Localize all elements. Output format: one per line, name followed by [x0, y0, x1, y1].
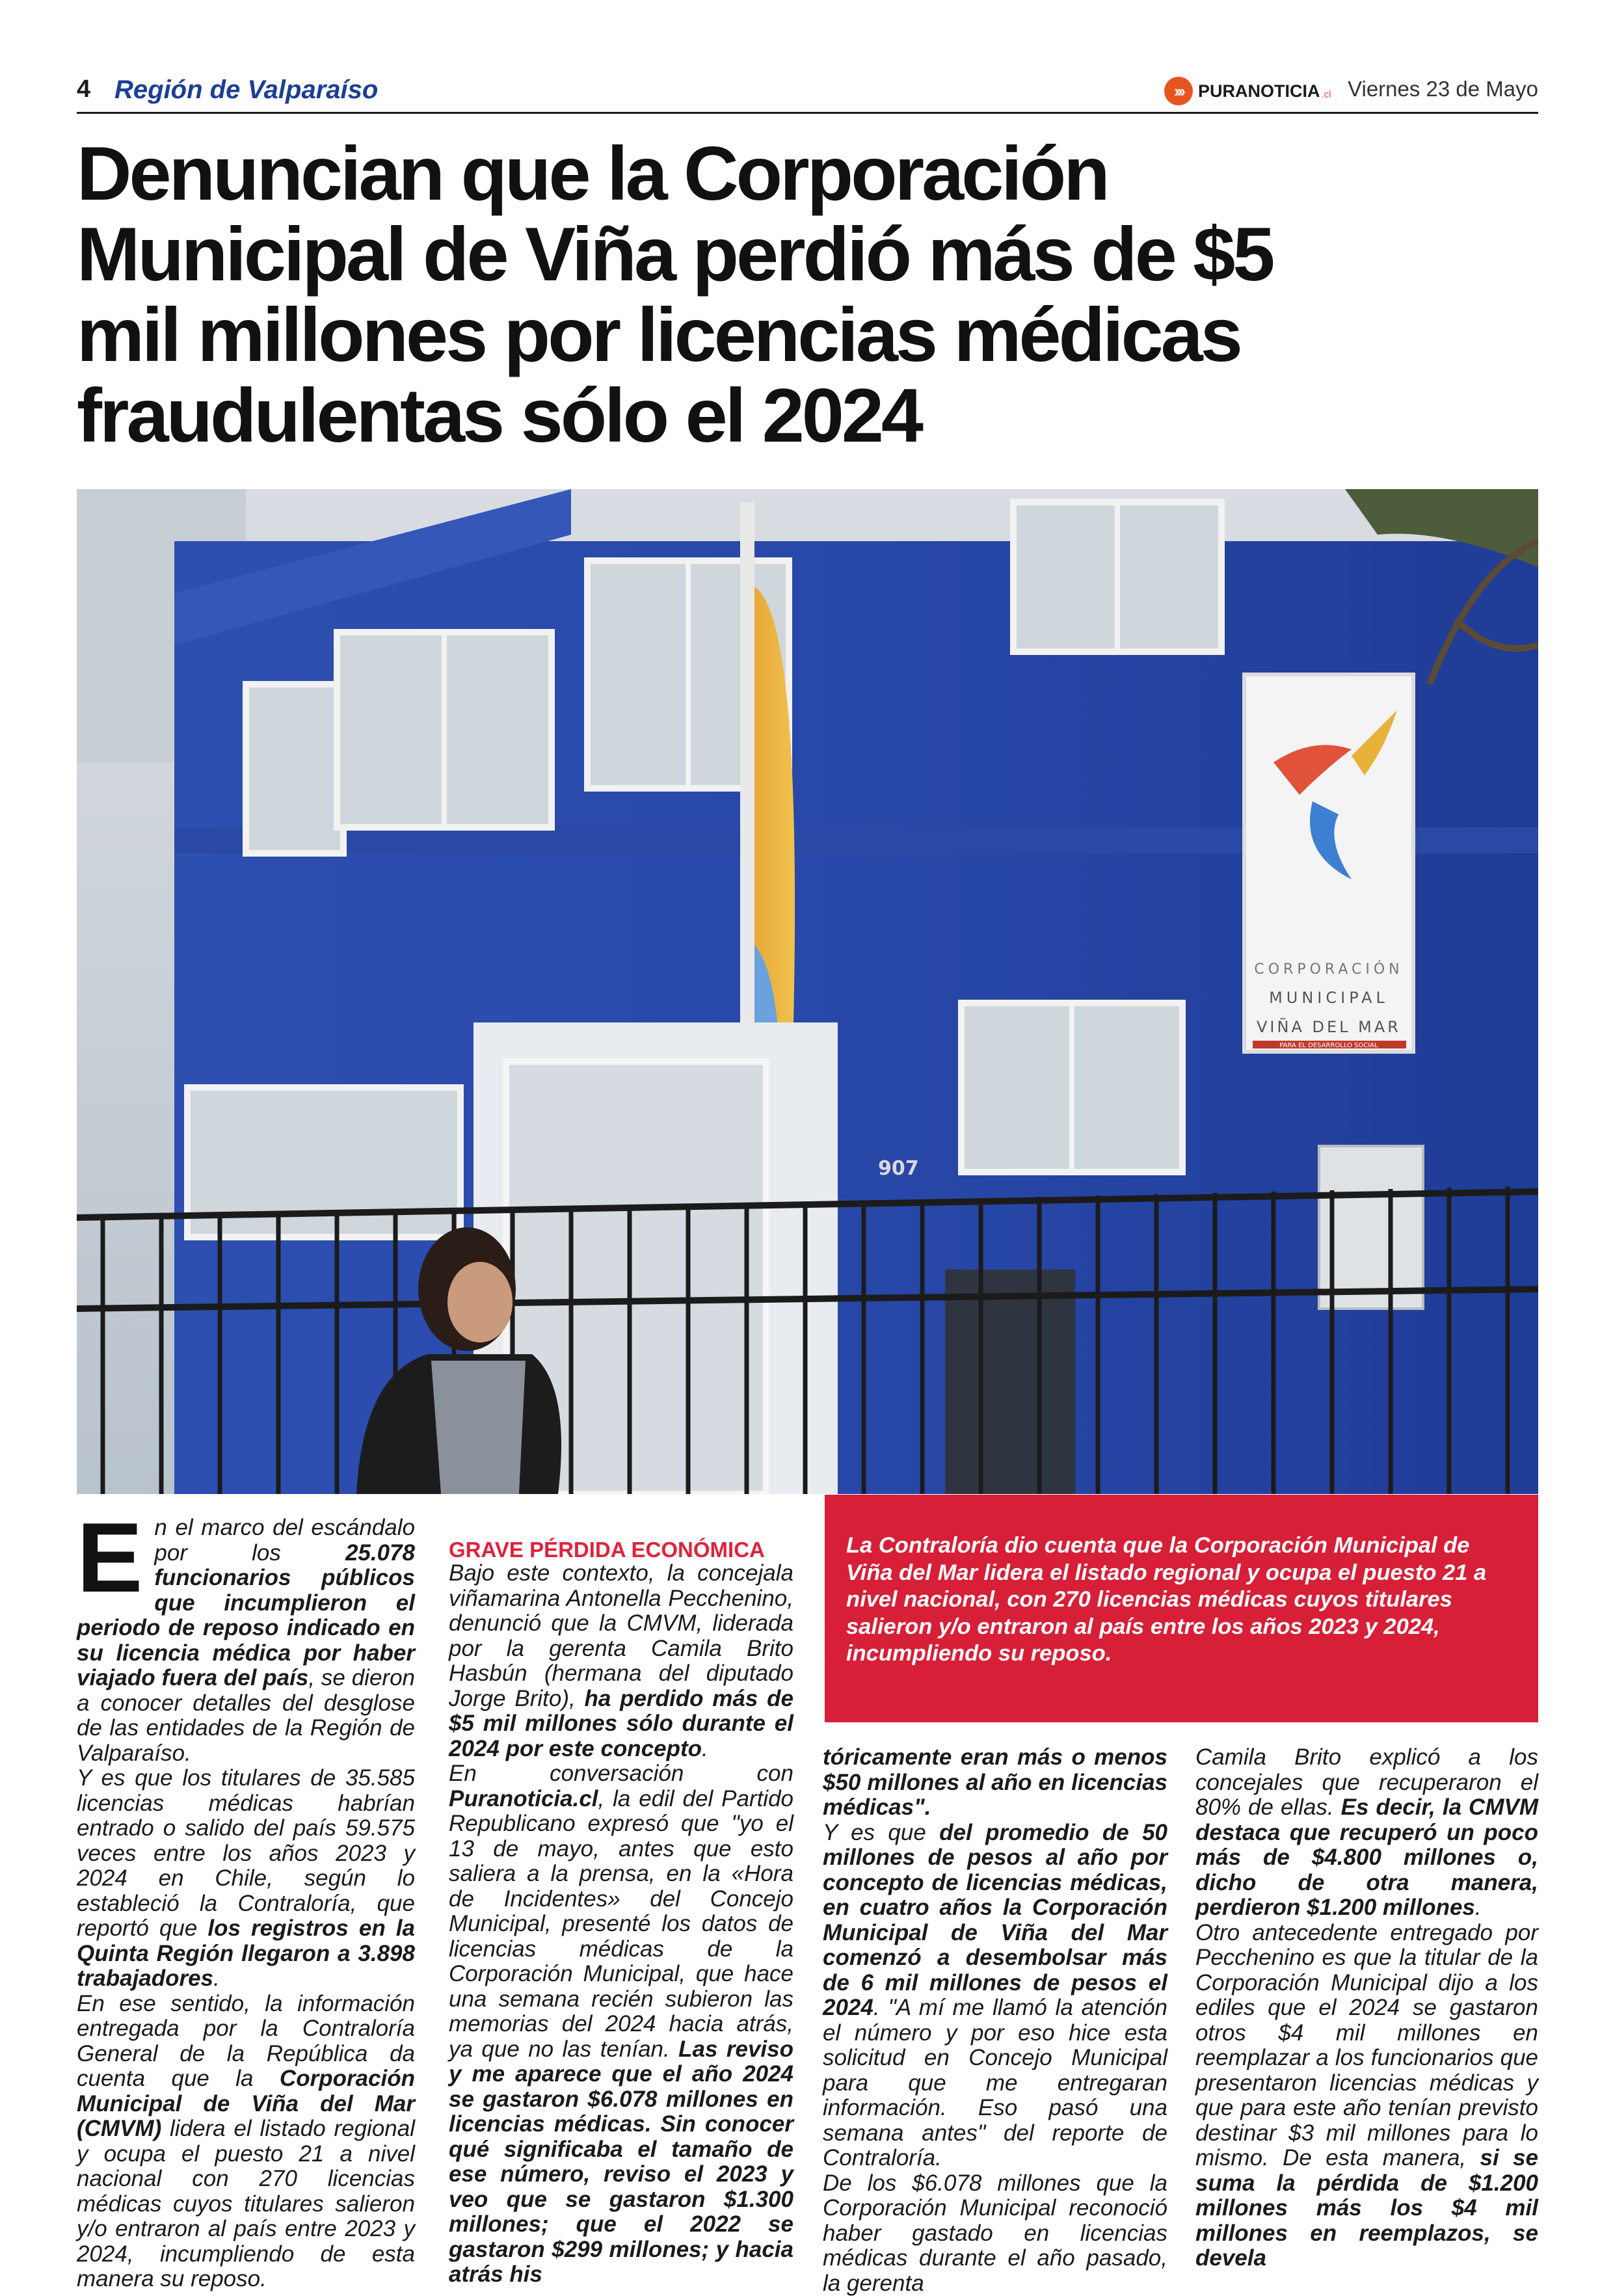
paragraph: [823, 1821, 1167, 2171]
paragraph: [823, 1745, 1167, 1821]
issue-date: Viernes 23 de Mayo: [1348, 77, 1538, 101]
headline-line: Denuncian que la Corporación: [77, 133, 1534, 214]
paragraph: [1195, 1921, 1538, 2271]
text-run: lidera el listado regional y ocupa el puesto 21 a nivel nacional con 270 licencias médicas cuyos titulares salieron y/o entraron al país entre 2023 y 2024, incumpliendo de esta manera su reposo.: [77, 2116, 415, 2291]
sign-line-4: PARA EL DESARROLLO SOCIAL: [1279, 1042, 1378, 1049]
chevrons-icon: ›››: [1164, 77, 1193, 105]
article-photo: [77, 489, 1538, 1494]
text-run: .: [213, 1966, 220, 1991]
paragraph: [77, 1992, 415, 2292]
text-run: , se dieron a conocer detalles del desglose de las entidades de la Región de Valparaíso.: [77, 1665, 415, 1766]
text-run-bold: Corporación Municipal de Viña del Mar (CMVM): [77, 2066, 415, 2141]
text-run-bold: tóricamente eran más o menos $50 millones al año en licencias médicas".: [823, 1744, 1167, 1820]
text-run: .: [702, 1736, 708, 1761]
text-run: En ese sentido, la información entregada por la Contraloría General de la República da cuenta que la: [77, 1991, 415, 2092]
text-run: Otro antecedente entregado por Pecchenino es que la titular de la Corporación Municipal dijo a los ediles que el 2024 se gastaron otros $4 mil millones en reemplazar a los funcionarios que presentaron licencias médicas y que para este año tenían previsto destinar $3 mil millones para lo mismo. De esta manera,: [1195, 1920, 1538, 2171]
paragraph: [449, 1561, 793, 1761]
publication-tld: .cl: [1322, 89, 1331, 100]
text-run: Y es que: [823, 1820, 939, 1845]
section-name: Región de Valparaíso: [114, 75, 378, 105]
sign-line-1: CORPORACIÓN: [1254, 961, 1403, 978]
publication-logo: [1164, 77, 1331, 105]
text-run-bold: 25.078 funcionarios públicos que incumplieron el periodo de reposo indicado en su licencia médica por haber viajado fuera del país: [77, 1540, 415, 1691]
text-run-bold: del promedio de 50 millones de pesos al año por concepto de licencias médicas, en cuatro años la Corporación Municipal de Viña del Mar comenzó a desembolsar más de 6 mil millones de pesos el 2024: [823, 1820, 1167, 2021]
text-run-bold: Es decir, la CMVM destaca que recuperó un poco más de $4.800 millones o, dicho de otra manera, perdieron $1.200 millones: [1195, 1795, 1538, 1920]
headline-line: Municipal de Viña perdió más de $5: [77, 214, 1534, 295]
text-run: Bajo este contexto, la concejala viñamarina Antonella Pecchenino, denunció que la CMVM, liderada por la gerenta Camila Brito Hasbún (hermana del diputado Jorge Brito),: [449, 1560, 793, 1711]
headline: [77, 133, 1534, 456]
sign-line-3: VIÑA DEL MAR: [1257, 1017, 1401, 1036]
text-run: De los $6.078 millones que la Corporación Municipal reconoció haber gastado en licencias médicas durante el año pasado, la gerenta: [823, 2170, 1167, 2296]
text-run: . "A mí me llamó la atención el número y por eso hice esta solicitud en Concejo Municipal para que me entregaran información. Eso pasó una semana antes" del reporte de Contraloría.: [823, 1995, 1167, 2170]
article-column-4: [1195, 1745, 1538, 2271]
article-column-1: [77, 1515, 415, 2292]
headline-line: mil millones por licencias médicas: [77, 295, 1534, 375]
text-run: n el marco del escándalo por los: [154, 1515, 415, 1566]
house-number: 907: [878, 1157, 919, 1180]
subheading: GRAVE PÉRDIDA ECONÓMICA: [449, 1538, 765, 1562]
pull-quote: La Contraloría dio cuenta que la Corporación Municipal de Viña del Mar lidera el listado regional y ocupa el puesto 21 a nivel nacional, con 270 licencias médicas cuyos titulares salieron y/o entraron al país entre los años 2023 y 2024, incumpliendo su reposo.: [825, 1495, 1538, 1722]
text-run: En conversación con: [449, 1761, 793, 1786]
text-run-bold: ha perdido más de $5 mil millones sólo durante el 2024 por este concepto: [449, 1686, 793, 1761]
page-number: 4: [77, 75, 90, 103]
article-column-3: [823, 1745, 1167, 2296]
paragraph: [77, 1766, 415, 1992]
text-run: Y es que los titulares de 35.585 licencias médicas habrían entrado o salido del país 59.575 veces entre los años 2023 y 2024 en Chile, según lo estableció la Contraloría, que reportó que: [77, 1765, 415, 1941]
headline-line: fraudulentas sólo el 2024: [77, 375, 1534, 456]
building-illustration: [77, 489, 1538, 1494]
header-rule: [77, 112, 1538, 114]
text-run-bold: los registros en la Quinta Región llegaron a 3.898 trabajadores: [77, 1916, 415, 1991]
text-run-bold: si se suma la pérdida de $1.200 millones más los $4 mil millones en reemplazos, se devela: [1195, 2145, 1538, 2271]
page-header: [77, 73, 1538, 113]
text-run-bold: Las reviso y me aparece que el año 2024 se gastaron $6.078 millones en licencias médicas. Sin conocer qué significaba el tamaño de ese número, reviso el 2023 y veo que se gastaron $1.300 millones; que el 2022 se gastaron $299 millones; y hacia atrás his: [449, 2036, 793, 2288]
publication-name: PURANOTICIA: [1198, 81, 1320, 101]
paragraph: [1195, 1745, 1538, 1921]
sign-line-2: MUNICIPAL: [1269, 989, 1389, 1007]
article-column-2: [449, 1540, 793, 2288]
paragraph: [449, 1761, 793, 2288]
paragraph: [823, 2171, 1167, 2296]
text-run: Camila Brito explicó a los concejales que recuperaron el 80% de ellas.: [1195, 1744, 1538, 1820]
text-run: .: [1475, 1895, 1482, 1920]
drop-cap: E: [77, 1519, 142, 1596]
text-run: , la edil del Partido Republicano expresó que "yo el 13 de mayo, antes que esto saliera a la prensa, en la «Hora de Incidentes» del Concejo Municipal, presenté los datos de licencias médicas de la Corporación Municipal, que hace una semana recién subieron las memorias del 2024 hacia atrás, ya que no las tenían.: [449, 1786, 793, 2062]
text-run-bold: Puranoticia.cl: [449, 1786, 598, 1811]
